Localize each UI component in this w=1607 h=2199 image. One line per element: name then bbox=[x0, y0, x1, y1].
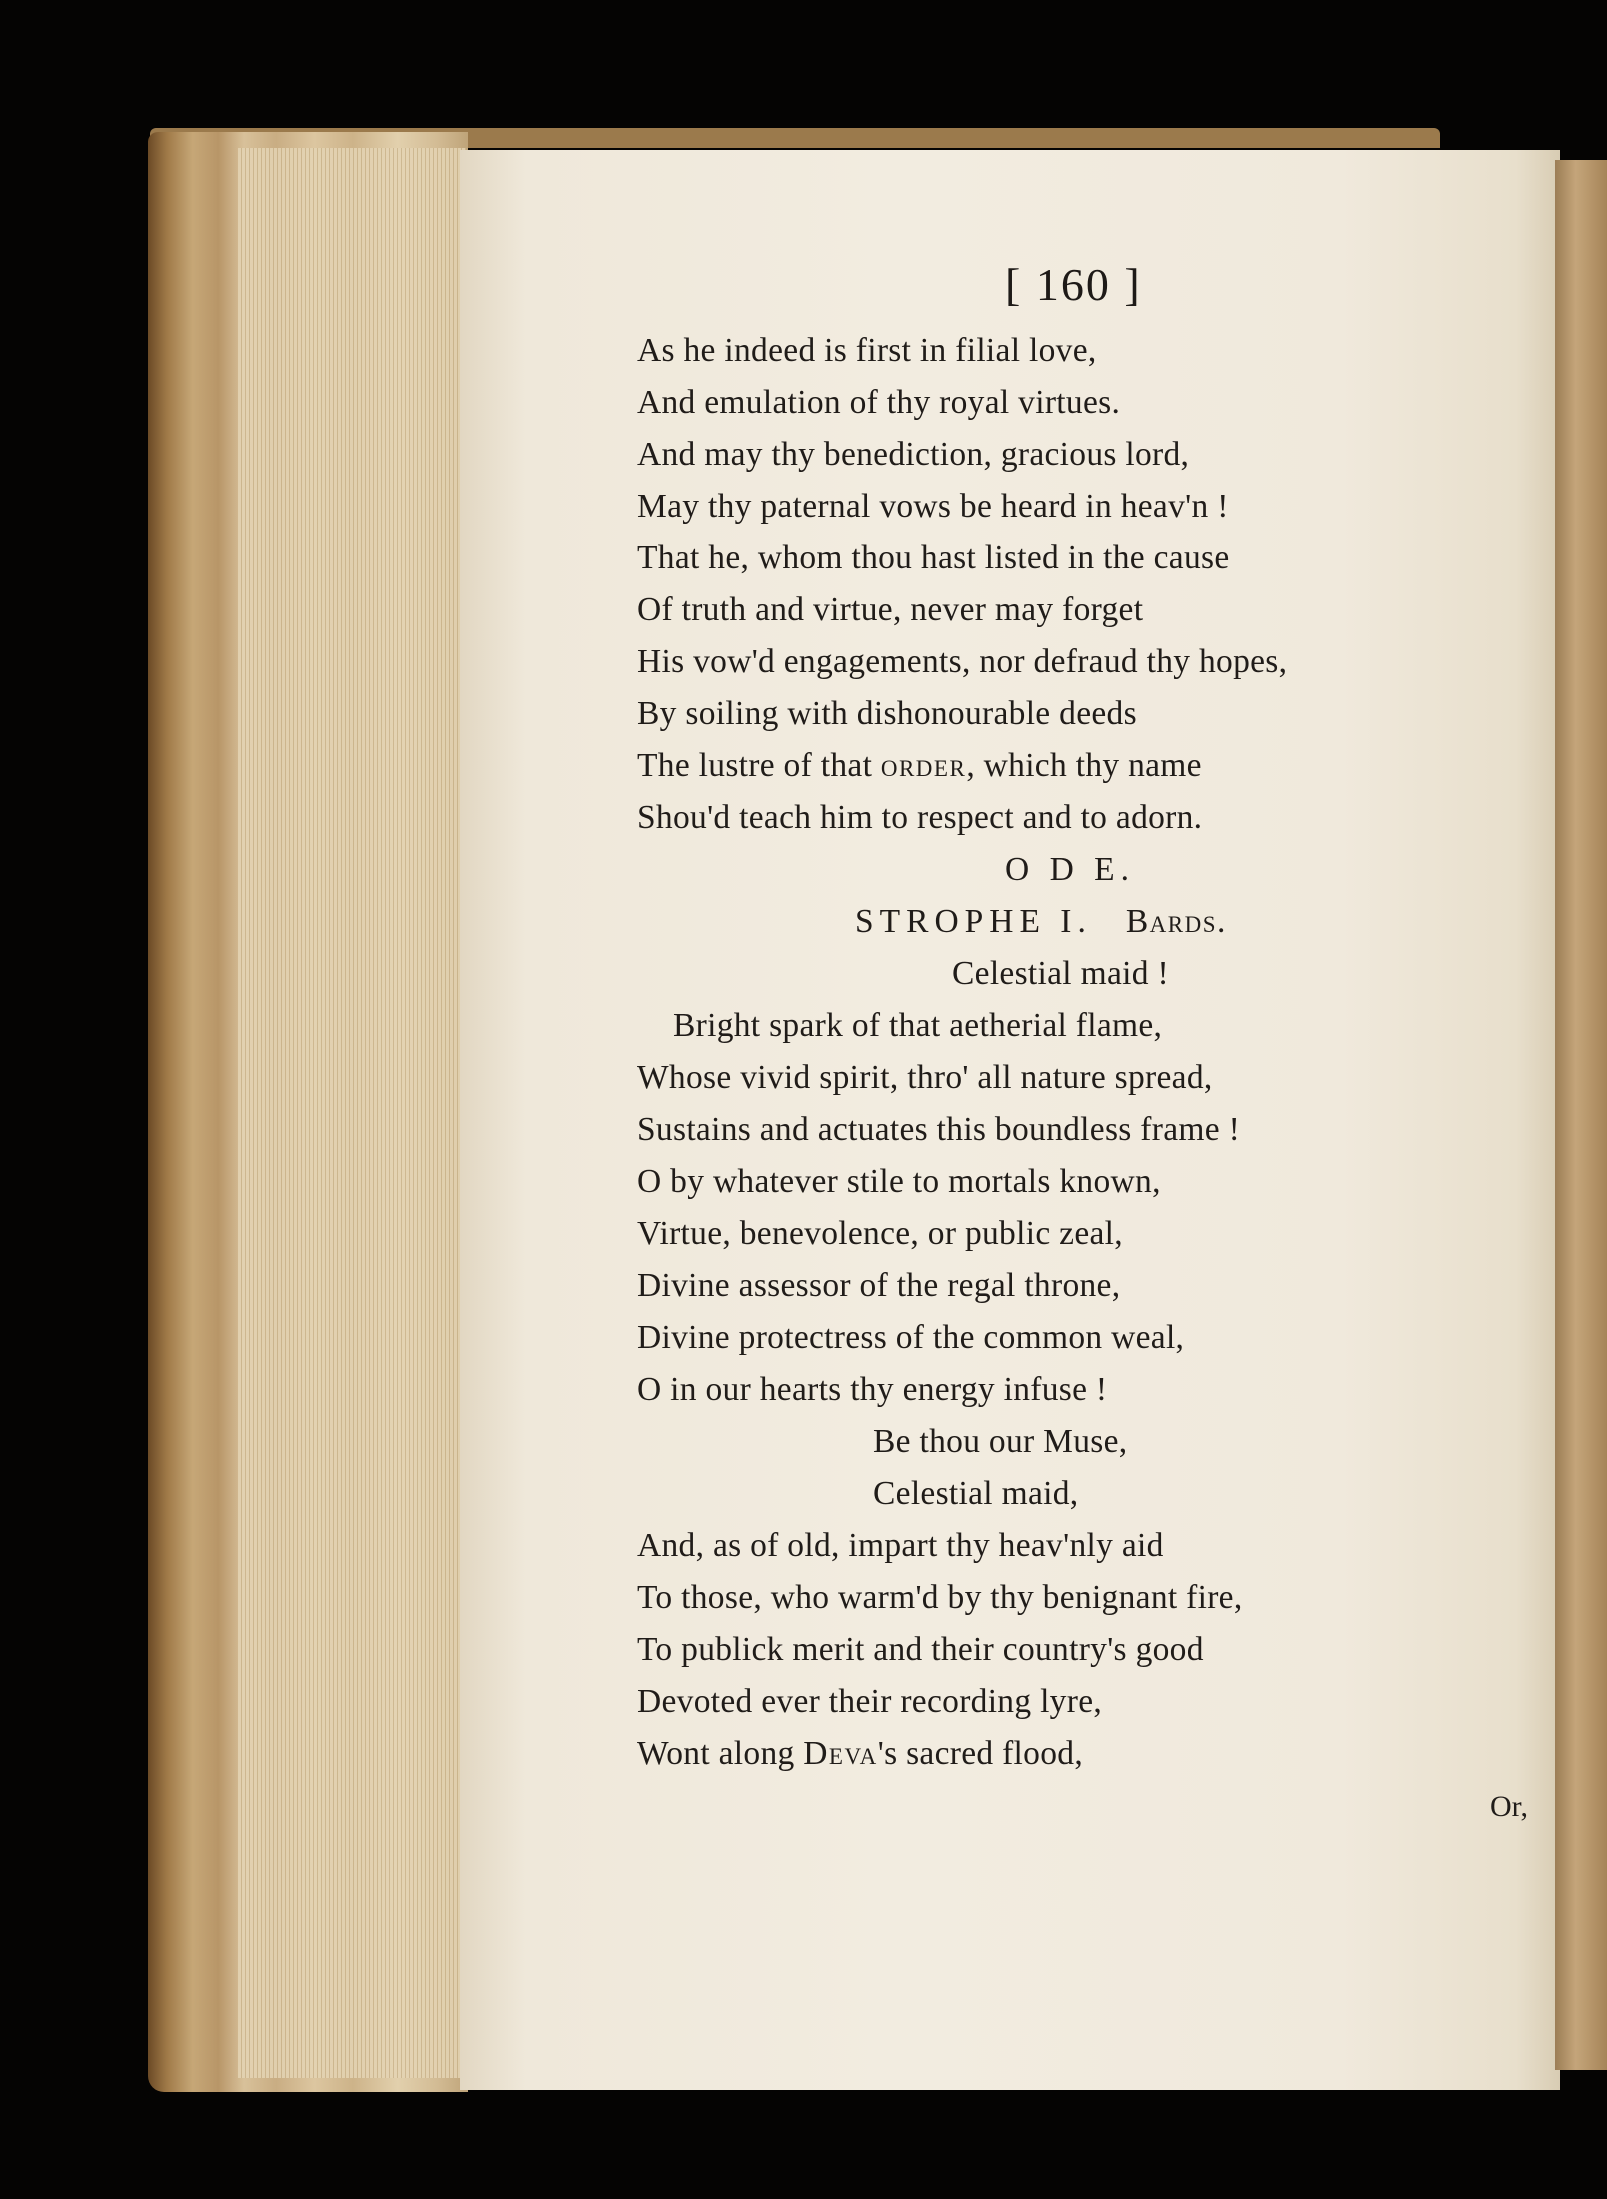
text-fragment: Wont along bbox=[637, 1735, 804, 1772]
text-line: O in our hearts thy energy infuse ! bbox=[637, 1371, 1108, 1408]
small-caps-word: Deva bbox=[803, 1735, 878, 1772]
text-line: Devoted ever their recording lyre, bbox=[637, 1683, 1103, 1720]
strophe-heading bbox=[855, 903, 1227, 941]
text-line: Whose vivid spirit, thro' all nature spread, bbox=[637, 1059, 1213, 1096]
text-line: By soiling with dishonourable deeds bbox=[637, 695, 1137, 732]
catchword: Or, bbox=[1490, 1790, 1528, 1823]
text-line: And may thy benediction, gracious lord, bbox=[637, 436, 1190, 473]
text-line bbox=[637, 747, 1202, 785]
text-line: Virtue, benevolence, or public zeal, bbox=[637, 1215, 1123, 1252]
text-line: And emulation of thy royal virtues. bbox=[637, 384, 1121, 421]
small-caps-word: order bbox=[880, 747, 967, 784]
text-line: Be thou our Muse, bbox=[873, 1423, 1128, 1460]
text-line: That he, whom thou hast listed in the cause bbox=[637, 539, 1230, 576]
text-fragment: The lustre of that bbox=[637, 747, 881, 784]
text-line: May thy paternal vows be heard in heav'n ! bbox=[637, 488, 1229, 525]
text-line: And, as of old, impart thy heav'nly aid bbox=[637, 1527, 1164, 1564]
text-fragment: , which thy name bbox=[966, 747, 1202, 784]
text-line: As he indeed is first in filial love, bbox=[637, 332, 1097, 369]
text-fragment: 's sacred flood, bbox=[877, 1735, 1083, 1772]
text-line: Of truth and virtue, never may forget bbox=[637, 591, 1144, 628]
text-line: His vow'd engagements, nor defraud thy hopes, bbox=[637, 643, 1288, 680]
text-line: Celestial maid, bbox=[873, 1475, 1079, 1512]
text-line: To publick merit and their country's good bbox=[637, 1631, 1204, 1668]
strophe-label: STROPHE I. bbox=[855, 903, 1092, 940]
speaker-label: Bards. bbox=[1125, 903, 1227, 940]
text-line: Shou'd teach him to respect and to adorn. bbox=[637, 799, 1203, 836]
text-line: To those, who warm'd by thy benignant fire, bbox=[637, 1579, 1243, 1616]
text-line: Bright spark of that aetherial flame, bbox=[673, 1007, 1163, 1044]
page-number: [ 160 ] bbox=[1005, 259, 1142, 310]
text-line: Sustains and actuates this boundless frame ! bbox=[637, 1111, 1241, 1148]
page-stack bbox=[238, 148, 466, 2078]
text-line: Celestial maid ! bbox=[952, 955, 1169, 992]
facing-page-edge bbox=[1555, 160, 1607, 2070]
text-line: O by whatever stile to mortals known, bbox=[637, 1163, 1161, 1200]
text-line: Divine protectress of the common weal, bbox=[637, 1319, 1185, 1356]
text-line bbox=[637, 1735, 1083, 1773]
ode-heading: O D E. bbox=[1005, 851, 1135, 888]
text-line: Divine assessor of the regal throne, bbox=[637, 1267, 1121, 1304]
